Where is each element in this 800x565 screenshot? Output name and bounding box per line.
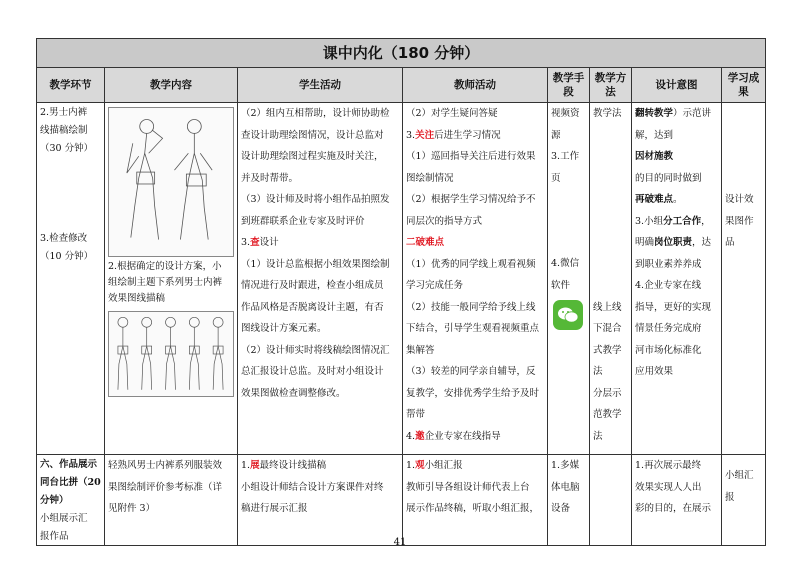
stage-line: 分钟） xyxy=(40,495,69,506)
means-line: 4.微信 xyxy=(551,258,580,269)
student-line: 1.展最终设计线描稿 xyxy=(241,460,327,471)
stage-line xyxy=(40,175,101,193)
underwear-sketch-illustration-1 xyxy=(108,107,234,257)
method-line: 法 xyxy=(593,430,603,442)
row2-content xyxy=(105,455,238,546)
stage-line: （30 分钟） xyxy=(40,143,94,154)
caption-line: 2.根据确定的设计方案，小 xyxy=(108,261,222,272)
outcome-line: 品 xyxy=(725,237,735,248)
teacher-line: （1）巡回指导关注后进行效果 xyxy=(406,151,536,162)
teacher-line: 教师引导各组设计师代表上台 xyxy=(406,481,530,493)
student-line: （3）设计师及时将小组作品拍照发 xyxy=(241,194,390,205)
means-line: 视频资 xyxy=(551,108,580,119)
student-line: 3.查设计 xyxy=(241,237,279,248)
student-line: 作品风格是否脱离设计主题，有否 xyxy=(241,301,384,313)
intent-line: 到职业素养养成 xyxy=(635,258,702,270)
teacher-line: 帮带 xyxy=(406,409,426,420)
stage-line: 3.检查修改 xyxy=(40,233,88,244)
teacher-line: （1）优秀的同学线上观看视频 xyxy=(406,258,536,270)
row1-stage xyxy=(37,103,105,455)
stage-line: 六、作品展示 xyxy=(40,459,98,470)
content-line: 果图绘制评价参考标准（详 xyxy=(108,481,223,493)
header-student: 学生活动 xyxy=(238,68,403,103)
student-line: 稿进行展示汇报 xyxy=(241,503,308,514)
row1-method xyxy=(590,103,632,455)
student-line: 设计助理绘图过程实施及时关注， xyxy=(241,151,384,162)
teacher-line: 图绘制情况 xyxy=(406,172,454,184)
means-line: 设备 xyxy=(551,503,571,514)
teacher-line: 二破难点 xyxy=(406,237,445,248)
row1-content xyxy=(105,103,238,455)
content-line: 轻熟风男士内裤系列服装效 xyxy=(108,460,223,471)
row1-student-activity xyxy=(238,103,403,455)
student-line: 小组设计师结合设计方案课件对终 xyxy=(241,481,384,493)
row1-teacher-activity xyxy=(403,103,548,455)
intent-line: 翻转教学）示范讲 xyxy=(635,108,712,119)
means-line: 1.多媒 xyxy=(551,460,580,471)
student-line: 查设计助理绘图情况，设计总监对 xyxy=(241,129,384,141)
header-outcome: 学习成果 xyxy=(722,68,766,103)
intent-line: 彩的目的，在展示 xyxy=(635,503,712,514)
intent-line: 1.再次展示最终 xyxy=(635,460,702,471)
intent-line: 3.小组分工合作， xyxy=(635,215,711,227)
caption-line: 效果图线描稿 xyxy=(108,293,166,304)
student-line: 并及时帮带。 xyxy=(241,172,299,184)
intent-line: 情景任务完成府 xyxy=(635,323,702,334)
means-line: 页 xyxy=(551,172,561,184)
stage-line xyxy=(40,157,101,175)
teacher-line: （3）较差的同学亲自辅导，反 xyxy=(406,366,536,377)
row1-content-caption xyxy=(108,259,234,307)
intent-line: 明确岗位职责，达 xyxy=(635,237,712,248)
student-line: 效果图做检查调整修改。 xyxy=(241,387,346,399)
method-line: 范教学 xyxy=(593,409,622,420)
stage-line: 线描稿绘制 xyxy=(40,125,88,136)
means-line: 3.工作 xyxy=(551,151,580,162)
stage-line xyxy=(40,211,101,229)
row1-outcome xyxy=(722,103,766,455)
page-number: 41 xyxy=(393,537,407,548)
intent-line: 河市场化标准化 xyxy=(635,344,702,356)
teacher-line: 下结合，引导学生观看视频重点 xyxy=(406,323,540,334)
teacher-line: （2）对学生疑问答疑 xyxy=(406,108,498,119)
intent-line: 因材施教 xyxy=(635,151,674,162)
header-stage: 教学环节 xyxy=(37,68,105,103)
student-line: 情况进行及时跟进，检查小组成员 xyxy=(241,280,384,291)
header-teacher: 教师活动 xyxy=(403,68,548,103)
student-line: 到班群联系企业专家及时评价 xyxy=(241,215,365,227)
section-title: 课中内化（180 分钟） xyxy=(37,39,766,68)
teacher-line: （2）技能一般同学给予线上线 xyxy=(406,301,536,313)
row2-method xyxy=(590,455,632,546)
wechat-icon xyxy=(553,300,583,330)
intent-line: 指导，更好的实现 xyxy=(635,301,712,313)
intent-line: 的目的同时做到 xyxy=(635,172,702,184)
method-line: 法 xyxy=(593,366,603,377)
row1-design-intent xyxy=(632,103,722,455)
outcome-line: 报 xyxy=(725,491,735,503)
stage-line: 报作品 xyxy=(40,531,69,542)
intent-line: 效果实现人人出 xyxy=(635,481,702,493)
student-line: （2）设计师实时将线稿绘图情况汇 xyxy=(241,344,390,356)
stage-line: 2.男士内裤 xyxy=(40,107,88,118)
row2-design-intent xyxy=(632,455,722,546)
content-line: 见附件 3） xyxy=(108,503,156,514)
teacher-line: 4.邀企业专家在线指导 xyxy=(406,430,501,442)
teacher-line: 复教学，安排优秀学生给予及时 xyxy=(406,387,540,399)
stage-line xyxy=(40,193,101,211)
row2-student-activity xyxy=(238,455,403,546)
header-content: 教学内容 xyxy=(105,68,238,103)
intent-line: 4.企业专家在线 xyxy=(635,280,702,291)
outcome-line: 小组汇 xyxy=(725,470,754,481)
student-line: （1）设计总监根据小组效果图绘制 xyxy=(241,258,390,270)
caption-line: 组绘制主题下系列男士内裤 xyxy=(108,277,223,288)
means-line: 软件 xyxy=(551,279,571,291)
means-line: 体电脑 xyxy=(551,481,580,493)
teacher-line: 3.关注后进生学习情况 xyxy=(406,129,501,141)
teacher-line: 学习完成任务 xyxy=(406,280,464,291)
stage-line: 小组展示汇 xyxy=(40,513,88,524)
header-means: 教学手段 xyxy=(548,68,590,103)
intent-line: 再破难点。 xyxy=(635,194,683,205)
header-intent: 设计意图 xyxy=(632,68,722,103)
teacher-line: 展示作品终稿，听取小组汇报， xyxy=(406,503,540,514)
teacher-line: 1.观小组汇报 xyxy=(406,460,463,471)
intent-line: 解，达到 xyxy=(635,129,674,141)
row2-outcome xyxy=(722,455,766,546)
teacher-line: 集解答 xyxy=(406,344,435,356)
underwear-sketch-illustration-2 xyxy=(108,311,234,397)
means-line: 源 xyxy=(551,129,561,141)
student-line: （2）组内互相帮助，设计师协助检 xyxy=(241,108,390,119)
row2-stage xyxy=(37,455,105,546)
student-line: 总汇报设计总监。及时对小组设计 xyxy=(241,366,384,377)
row2-teacher-activity xyxy=(403,455,548,546)
method-line: 下混合 xyxy=(593,323,622,334)
row1-means xyxy=(548,103,590,455)
lesson-plan-table xyxy=(36,38,766,546)
student-line: 图线设计方案元素。 xyxy=(241,323,327,334)
row2-means xyxy=(548,455,590,546)
header-method: 教学方法 xyxy=(590,68,632,103)
method-line: 线上线 xyxy=(593,301,622,313)
stage-line: 同台比拼（20 xyxy=(40,477,101,488)
outcome-line: 果图作 xyxy=(725,215,754,227)
outcome-line: 设计效 xyxy=(725,194,754,205)
stage-line: （10 分钟） xyxy=(40,251,94,262)
intent-line: 应用效果 xyxy=(635,366,674,377)
method-line: 教学法 xyxy=(593,108,622,119)
method-line: 式教学 xyxy=(593,344,622,356)
teacher-line: 同层次的指导方式 xyxy=(406,215,483,227)
method-line: 分层示 xyxy=(593,387,622,399)
teacher-line: （2）根据学生学习情况给予不 xyxy=(406,194,536,205)
